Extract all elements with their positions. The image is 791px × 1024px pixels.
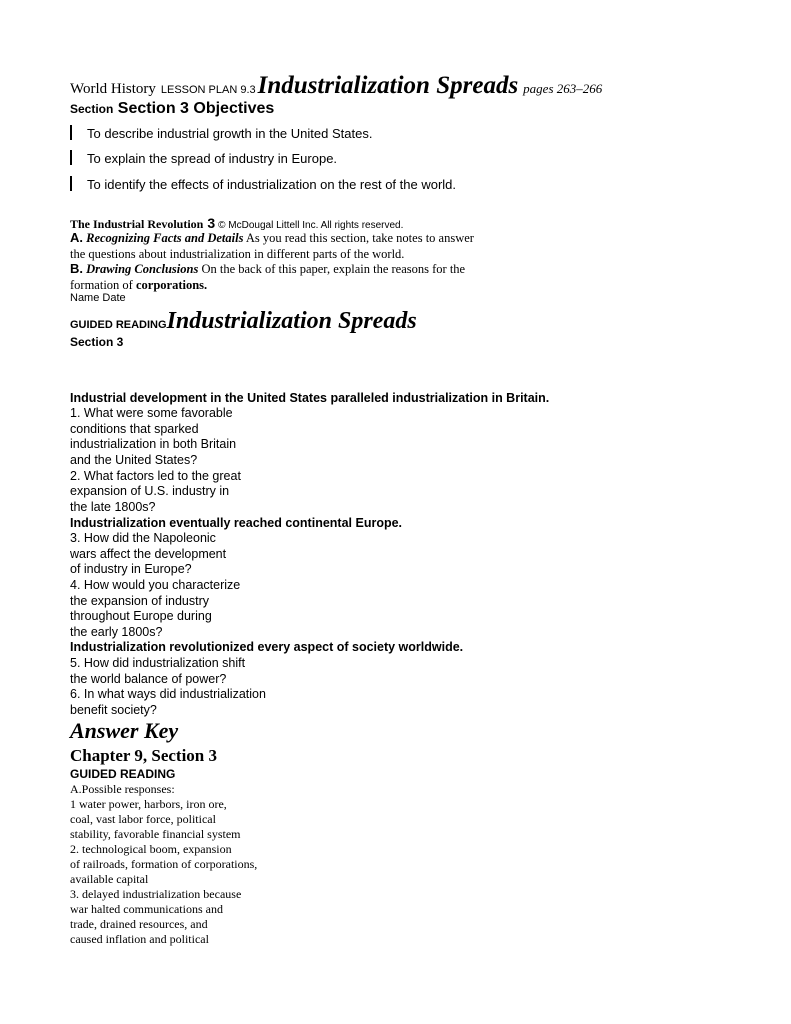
answer-line: 3. delayed industrialization because: [70, 887, 242, 901]
page-title: Industrialization Spreads: [257, 72, 519, 99]
question-line: expansion of U.S. industry in: [70, 484, 230, 498]
answer-line: A.Possible responses:: [70, 782, 175, 796]
name-date-label: Name Date: [70, 292, 126, 304]
question-line: 2. What factors led to the great: [70, 469, 241, 483]
instruction-a-line-2: the questions about industrialization in different parts of the world.: [70, 247, 405, 261]
unit-number: 3: [207, 215, 216, 231]
answer-line: 1 water power, harbors, iron ore,: [70, 797, 227, 811]
question-line: industrialization in both Britain: [70, 437, 237, 451]
question-line: the late 1800s?: [70, 500, 156, 514]
objective-item: [70, 176, 670, 196]
answer-line: caused inflation and political: [70, 932, 209, 946]
guided-reading-title: Industrialization Spreads: [166, 308, 417, 334]
question-line: throughout Europe during: [70, 609, 212, 623]
answer-line: stability, favorable financial system: [70, 827, 241, 841]
copyright-notice: © McDougal Littell Inc. All rights reserved.: [218, 220, 404, 231]
question-line: 4. How would you characterize: [70, 578, 241, 592]
question-line: conditions that sparked: [70, 422, 199, 436]
question-line: the early 1800s?: [70, 625, 163, 639]
lesson-plan-header: [70, 72, 602, 100]
instruction-a-letter: A.: [70, 230, 83, 245]
guided-reading-heading: [70, 308, 417, 335]
bullet-bar-icon: [70, 125, 72, 140]
objective-item: [70, 125, 670, 145]
answer-line: 2. technological boom, expansion: [70, 842, 232, 856]
answer-key-chapter: Chapter 9, Section 3: [70, 746, 218, 765]
answer-line: available capital: [70, 872, 149, 886]
question-heading: Industrial development in the United States paralleled industrialization in Britain.: [70, 391, 550, 405]
question-heading: Industrialization eventually reached continental Europe.: [70, 516, 403, 530]
answer-key-title: Answer Key: [70, 718, 179, 743]
question-line: 1. What were some favorable: [70, 406, 233, 420]
instruction-b-line-2: [70, 277, 207, 293]
question-heading: Industrialization revolutionized every aspect of society worldwide.: [70, 640, 464, 654]
instruction-b-letter: B.: [70, 261, 83, 276]
answer-line: coal, vast labor force, political: [70, 812, 216, 826]
question-line: of industry in Europe?: [70, 562, 192, 576]
section-objectives-title: Section 3 Objectives: [117, 100, 275, 117]
question-line: wars affect the development: [70, 547, 227, 561]
instruction-a-text: As you read this section, take notes to answer: [243, 231, 474, 245]
instruction-b-emphasis: corporations.: [135, 278, 208, 292]
bullet-bar-icon: [70, 150, 72, 165]
page-range: pages 263–266: [523, 81, 603, 96]
objective-item: [70, 150, 670, 170]
instruction-b-title: Drawing Conclusions: [86, 262, 199, 276]
guided-reading-section: Section 3: [70, 335, 124, 349]
lesson-plan-label: LESSON PLAN 9.3: [160, 84, 256, 96]
instruction-b-text: On the back of this paper, explain the reasons for the: [198, 262, 466, 276]
question-line: the expansion of industry: [70, 594, 209, 608]
question-line: 6. In what ways did industrialization: [70, 687, 266, 701]
subject-label: World History: [70, 81, 156, 97]
instruction-a-title: Recognizing Facts and Details: [86, 231, 244, 245]
question-line: the world balance of power?: [70, 672, 227, 686]
instruction-b-line-1: [70, 261, 465, 277]
objective-text: To identify the effects of industrialization on the rest of the world.: [87, 177, 457, 192]
objectives-heading: [70, 100, 274, 118]
question-line: 3. How did the Napoleonic: [70, 531, 216, 545]
answer-line: trade, drained resources, and: [70, 917, 208, 931]
question-line: and the United States?: [70, 453, 198, 467]
section-small-label: Section: [70, 102, 114, 116]
instruction-b-text-2: formation of: [70, 278, 136, 292]
answer-line: of railroads, formation of corporations,: [70, 857, 258, 871]
bullet-bar-icon: [70, 176, 72, 191]
answer-key-guided-reading: GUIDED READING: [70, 767, 176, 781]
unit-label: The Industrial Revolution: [70, 217, 204, 231]
objective-text: To explain the spread of industry in Europe.: [87, 151, 338, 166]
objective-text: To describe industrial growth in the United States.: [87, 126, 373, 141]
answer-line: war halted communications and: [70, 902, 223, 916]
question-line: 5. How did industrialization shift: [70, 656, 246, 670]
guided-reading-label: GUIDED READING: [70, 319, 167, 331]
question-line: benefit society?: [70, 703, 157, 717]
instruction-a-line-1: [70, 230, 474, 246]
